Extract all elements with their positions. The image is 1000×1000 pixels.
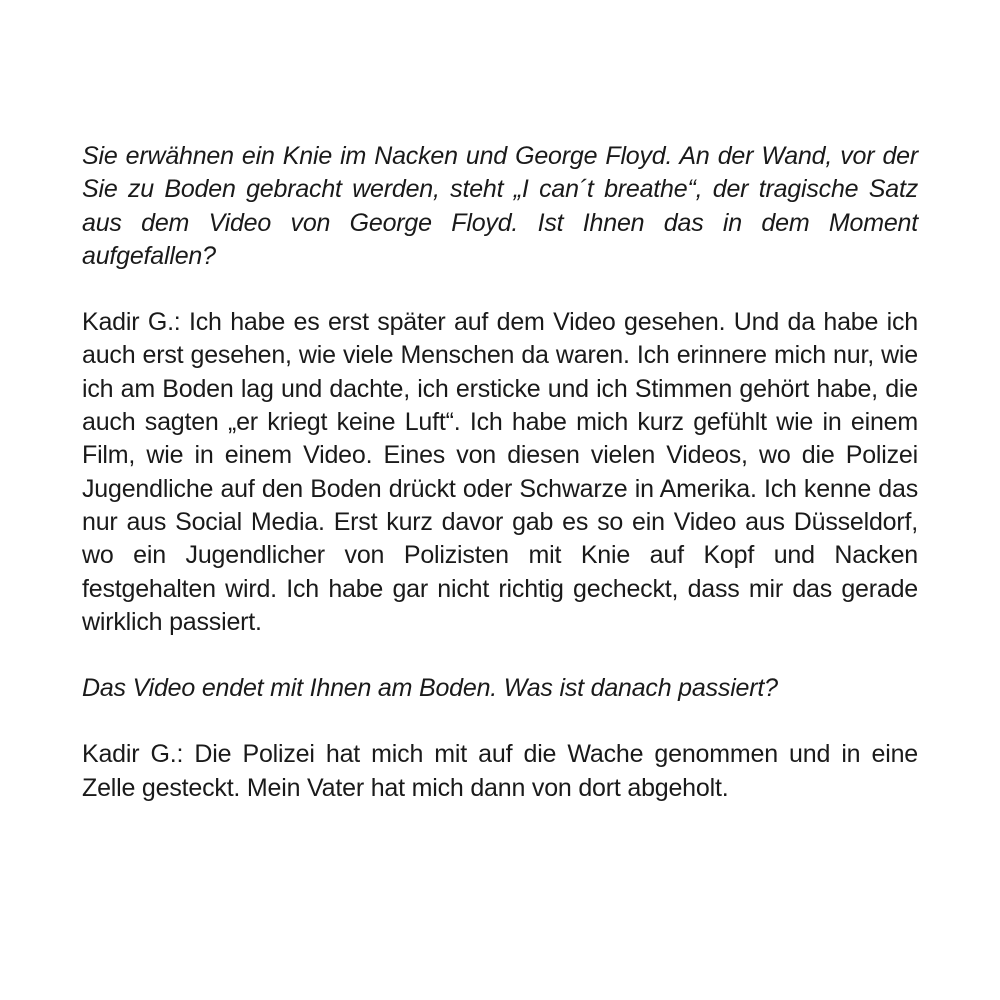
question-1: Sie erwähnen ein Knie im Nacken und George Floyd. An der Wand, vor der Sie zu Boden gebracht werden, steht „I can´t breathe“, der tragische Satz aus dem Video von George Floyd. Ist Ihnen das in dem Moment aufgefallen? bbox=[82, 142, 918, 270]
paragraph-spacer bbox=[82, 273, 918, 306]
paragraph-spacer bbox=[82, 705, 918, 738]
question-2: Das Video endet mit Ihnen am Boden. Was ist danach passiert? bbox=[82, 674, 778, 703]
paragraph-spacer bbox=[82, 639, 918, 672]
answer-2: Kadir G.: Die Polizei hat mich mit auf die Wache genommen und in eine Zelle gesteckt. Mein Vater hat mich dann von dort abgeholt. bbox=[82, 740, 918, 802]
answer-1: Kadir G.: Ich habe es erst später auf dem Video gesehen. Und da habe ich auch erst gesehen, wie viele Menschen da waren. Ich erinnere mich nur, wie ich am Boden lag und dachte, ich ersticke und ich Stimmen gehört habe, die auch sagten „er kriegt keine Luft“. Ich habe mich kurz gefühlt wie in einem Film, wie in einem Video. Eines von diesen vielen Videos, wo die Polizei Jugendliche auf den Boden drückt oder Schwarze in Amerika. Ich kenne das nur aus Social Media. Erst kurz davor gab es so ein Video aus Düsseldorf, wo ein Jugendlicher von Polizisten mit Knie auf Kopf und Nacken festgehalten wird. Ich habe gar nicht richtig gecheckt, dass mir das gerade wirklich passiert. bbox=[82, 308, 918, 636]
interview-text bbox=[82, 140, 918, 805]
